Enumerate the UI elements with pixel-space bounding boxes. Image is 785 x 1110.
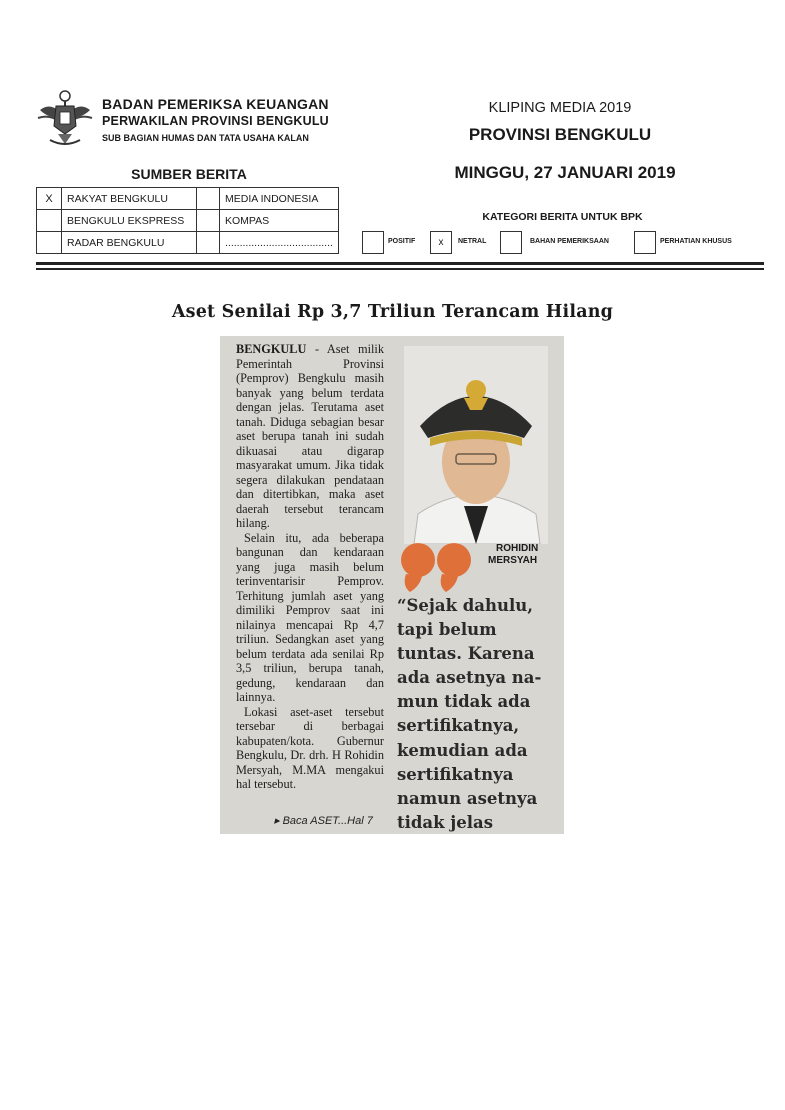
- province-title: PROVINSI BENGKULU: [468, 125, 652, 144]
- source-checkbox[interactable]: [197, 210, 220, 232]
- pull-quote: [397, 594, 553, 835]
- quote-line: ada asetnya na-: [397, 668, 542, 688]
- bahan-pemeriksaan-label: BAHAN PEMERIKSAAN: [530, 238, 609, 245]
- quote-line: tidak jelas: [397, 812, 494, 832]
- lead-text: - Aset milik Pemerintah Provinsi (Pemprov) Bengkulu masih banyak yang belum terdata dengan jelas. Terutama aset tanah. Diduga sebagian besar aset berupa tanah ini sudah dikuasai atau digarap masyarakat umum. Jika tidak segera dilakukan pendataan dan ditertibkan, maka aset daerah tersebut terancam hilang.: [236, 342, 384, 530]
- quote-line: “Sejak dahulu,: [397, 596, 533, 615]
- kliping-title: KLIPING MEDIA 2019: [488, 100, 632, 116]
- dateline: BENGKULU: [236, 342, 307, 356]
- org-branch: PERWAKILAN PROVINSI BENGKULU: [102, 114, 329, 128]
- source-table: [36, 187, 339, 254]
- quote-line: kemudian ada: [397, 740, 528, 760]
- article-body: [236, 342, 384, 792]
- quote-line: tuntas. Karena: [397, 644, 535, 664]
- source-checkbox[interactable]: [37, 210, 62, 232]
- continue-reading-link[interactable]: ▸ Baca ASET...Hal 7: [274, 815, 373, 827]
- article-paragraph: Lokasi aset-aset tersebut tersebar di berbagai kabupaten/kota. Gubernur Bengkulu, Dr. drh. H Rohidin Mersyah, M.MA mengakui hal tersebut.: [236, 704, 384, 791]
- org-subdivision: SUB BAGIAN HUMAS DAN TATA USAHA KALAN: [102, 133, 309, 143]
- source-checkbox[interactable]: [197, 232, 220, 254]
- netral-label: NETRAL: [458, 238, 487, 245]
- article-paragraph: Selain itu, ada beberapa bangunan dan kendaraan yang juga masih belum terinventarisir Pemprov. Terhitung jumlah aset yang dimiliki Pemprov saat ini nilainya mencapai Rp 4,7 triliun. Sedangkan aset yang belum terdata ada senilai Rp 3,5 triliun, berupa tanah, gedung, kendaraan dan lainnya.: [236, 530, 384, 704]
- quote-mark-icon: [400, 540, 474, 592]
- person-last-name: MERSYAH: [488, 555, 538, 566]
- source-row: [37, 188, 339, 210]
- positif-checkbox[interactable]: [362, 231, 384, 254]
- governor-portrait: [404, 346, 548, 544]
- sumber-berita-title: SUMBER BERITA: [131, 166, 247, 182]
- source-checkbox[interactable]: X: [37, 188, 62, 210]
- source-checkbox[interactable]: [197, 188, 220, 210]
- perhatian-khusus-checkbox[interactable]: [634, 231, 656, 254]
- source-name: RAKYAT BENGKULU: [62, 188, 197, 210]
- bahan-pemeriksaan-checkbox[interactable]: [500, 231, 522, 254]
- kategori-title: KATEGORI BERITA UNTUK BPK: [482, 211, 643, 223]
- source-name-blank: .....................................: [220, 232, 339, 254]
- article-headline: Aset Senilai Rp 3,7 Triliun Terancam Hilang: [171, 302, 614, 322]
- source-name: RADAR BENGKULU: [62, 232, 197, 254]
- person-first-name: ROHIDIN: [496, 543, 539, 554]
- article-paragraph: [236, 342, 384, 531]
- quote-line: sertifikatnya,: [397, 716, 520, 736]
- quote-line: namun asetnya: [397, 788, 538, 808]
- source-row: [37, 210, 339, 232]
- netral-checkbox[interactable]: x: [430, 231, 452, 254]
- continue-reading-text: Baca ASET...Hal 7: [282, 815, 373, 827]
- source-row: [37, 232, 339, 254]
- source-checkbox[interactable]: [37, 232, 62, 254]
- quote-line: tapi belum: [397, 620, 497, 640]
- garuda-emblem-icon: [36, 88, 94, 150]
- source-name: MEDIA INDONESIA: [220, 188, 339, 210]
- kategori-options: [362, 231, 762, 255]
- newspaper-clipping: [220, 336, 564, 834]
- quote-line: sertifikatnya: [397, 764, 514, 784]
- divider: [36, 262, 764, 265]
- quote-line: mun tidak ada: [397, 692, 531, 712]
- source-name: BENGKULU EKSPRESS: [62, 210, 197, 232]
- perhatian-khusus-label: PERHATIAN KHUSUS: [660, 238, 732, 245]
- clip-date: MINGGU, 27 JANUARI 2019: [454, 163, 676, 182]
- source-name: KOMPAS: [220, 210, 339, 232]
- org-name: BADAN PEMERIKSA KEUANGAN: [102, 96, 329, 112]
- divider: [36, 268, 764, 270]
- positif-label: POSITIF: [388, 238, 416, 245]
